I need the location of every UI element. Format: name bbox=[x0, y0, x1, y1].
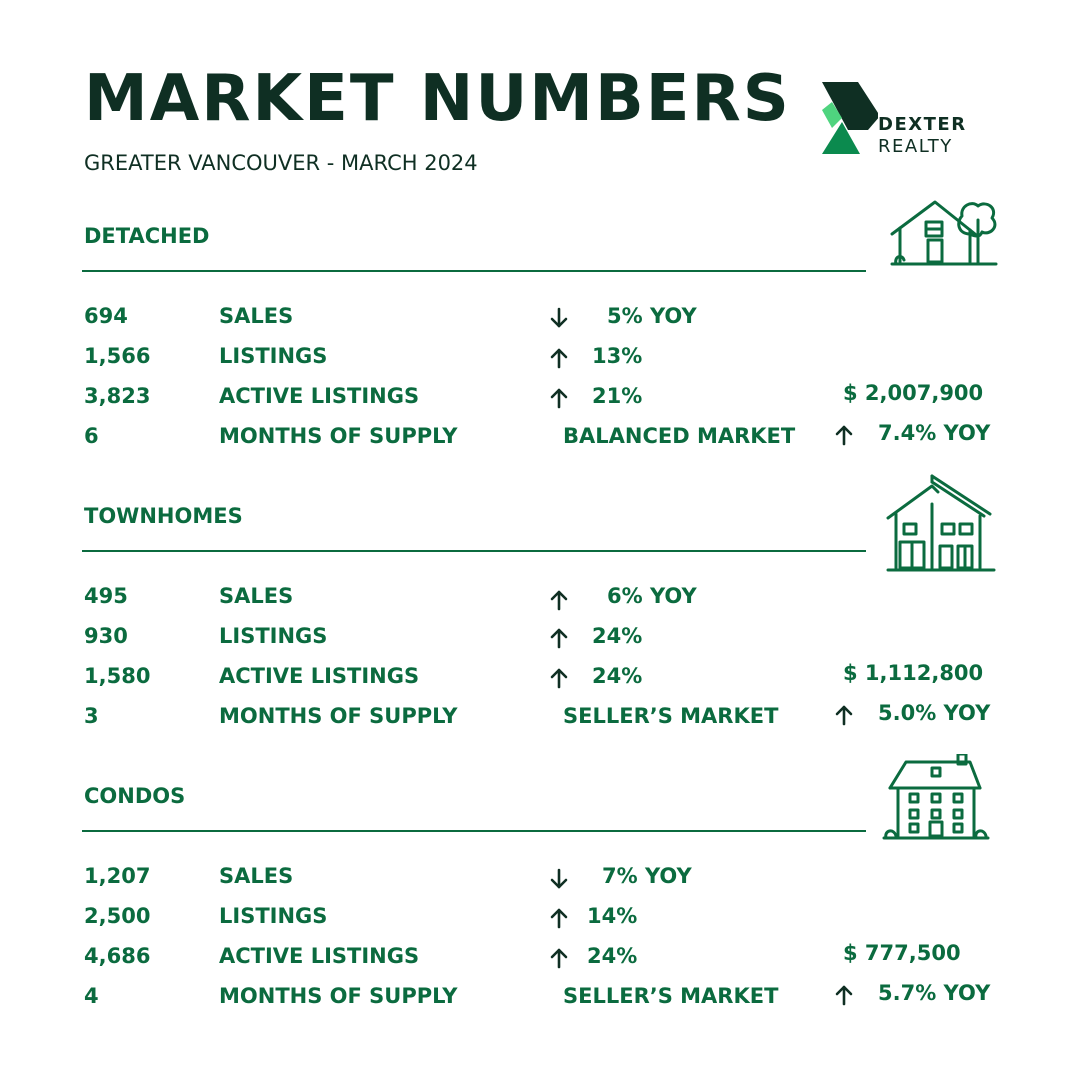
section-divider bbox=[82, 270, 866, 272]
arrow-up-icon bbox=[549, 907, 569, 929]
stat-row-listings bbox=[0, 904, 1080, 934]
price-change bbox=[834, 701, 1034, 731]
stat-row-listings bbox=[0, 344, 1080, 374]
arrow-up-icon bbox=[549, 387, 569, 409]
stat-change: 5% YOY bbox=[607, 304, 697, 328]
price-change-value: 5.7% YOY bbox=[878, 981, 991, 1005]
market-status: SELLER’S MARKET bbox=[563, 984, 779, 1008]
stat-number: 6 bbox=[84, 424, 99, 448]
arrow-up-icon bbox=[549, 627, 569, 649]
stat-label: ACTIVE LISTINGS bbox=[219, 384, 420, 408]
stat-label: MONTHS OF SUPPLY bbox=[219, 984, 458, 1008]
stat-change: 6% YOY bbox=[607, 584, 697, 608]
stat-number: 1,566 bbox=[84, 344, 151, 368]
arrow-down-icon bbox=[549, 868, 569, 890]
stat-label: MONTHS OF SUPPLY bbox=[219, 704, 458, 728]
stat-number: 2,500 bbox=[84, 904, 151, 928]
dexter-logo-mark-icon bbox=[818, 80, 878, 158]
stat-number: 4,686 bbox=[84, 944, 151, 968]
stat-row-sales bbox=[0, 864, 1080, 894]
arrow-up-icon bbox=[549, 589, 569, 611]
stat-change: 7% YOY bbox=[602, 864, 692, 888]
stat-number: 1,580 bbox=[84, 664, 151, 688]
stat-label: MONTHS OF SUPPLY bbox=[219, 424, 458, 448]
arrow-up-icon bbox=[549, 947, 569, 969]
stat-row-sales bbox=[0, 584, 1080, 614]
page-title: MARKET NUMBERS bbox=[84, 62, 791, 136]
stat-number: 3,823 bbox=[84, 384, 151, 408]
stat-number: 930 bbox=[84, 624, 128, 648]
stat-label: ACTIVE LISTINGS bbox=[219, 664, 420, 688]
stat-number: 1,207 bbox=[84, 864, 151, 888]
section-townhomes bbox=[0, 504, 1080, 764]
market-status: BALANCED MARKET bbox=[563, 424, 796, 448]
detached-house-icon bbox=[880, 194, 1000, 294]
price-change-value: 5.0% YOY bbox=[878, 701, 991, 725]
stat-label: SALES bbox=[219, 584, 294, 608]
benchmark-price: $ 777,500 bbox=[843, 941, 961, 965]
stat-label: LISTINGS bbox=[219, 624, 328, 648]
arrow-up-icon bbox=[834, 424, 854, 446]
dexter-realty-logo bbox=[818, 80, 998, 160]
stat-change: 24% bbox=[587, 944, 638, 968]
arrow-down-icon bbox=[549, 307, 569, 329]
benchmark-price: $ 2,007,900 bbox=[843, 381, 984, 405]
arrow-up-icon bbox=[834, 984, 854, 1006]
stat-label: SALES bbox=[219, 304, 294, 328]
section-detached bbox=[0, 224, 1080, 484]
benchmark-price: $ 1,112,800 bbox=[843, 661, 984, 685]
stat-change: 21% bbox=[592, 384, 643, 408]
stat-label: LISTINGS bbox=[219, 344, 328, 368]
logo-text-realty: REALTY bbox=[878, 136, 953, 157]
townhouse-icon bbox=[880, 474, 1000, 574]
stat-label: SALES bbox=[219, 864, 294, 888]
arrow-up-icon bbox=[549, 347, 569, 369]
condo-building-icon bbox=[880, 754, 1000, 854]
price-change-value: 7.4% YOY bbox=[878, 421, 991, 445]
stat-number: 4 bbox=[84, 984, 99, 1008]
logo-text-dexter: DEXTER bbox=[878, 114, 967, 135]
arrow-up-icon bbox=[834, 704, 854, 726]
stat-change: 13% bbox=[592, 344, 643, 368]
arrow-up-icon bbox=[549, 667, 569, 689]
stat-number: 495 bbox=[84, 584, 128, 608]
stat-label: ACTIVE LISTINGS bbox=[219, 944, 420, 968]
page-subtitle: GREATER VANCOUVER - MARCH 2024 bbox=[84, 151, 478, 175]
stat-number: 3 bbox=[84, 704, 99, 728]
price-change bbox=[834, 981, 1034, 1011]
section-title: CONDOS bbox=[84, 784, 186, 808]
section-title: TOWNHOMES bbox=[84, 504, 243, 528]
stat-row-sales bbox=[0, 304, 1080, 334]
stat-label: LISTINGS bbox=[219, 904, 328, 928]
section-title: DETACHED bbox=[84, 224, 210, 248]
stat-number: 694 bbox=[84, 304, 128, 328]
section-divider bbox=[82, 830, 866, 832]
price-change bbox=[834, 421, 1034, 451]
stat-change: 14% bbox=[587, 904, 638, 928]
section-condos bbox=[0, 784, 1080, 1044]
stat-change: 24% bbox=[592, 664, 643, 688]
stat-row-listings bbox=[0, 624, 1080, 654]
market-status: SELLER’S MARKET bbox=[563, 704, 779, 728]
stat-change: 24% bbox=[592, 624, 643, 648]
section-divider bbox=[82, 550, 866, 552]
